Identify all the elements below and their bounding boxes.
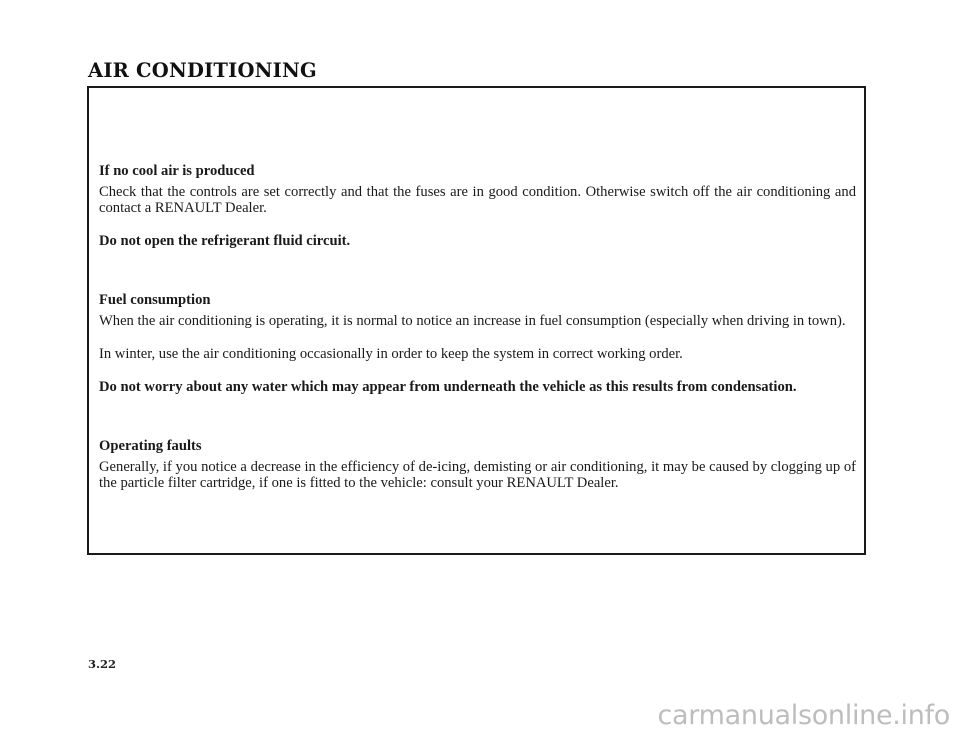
section-paragraph: Check that the controls are set correctly and that the fuses are in good condition. Otherwise switch off the air conditioning and contact a RENAULT Dealer. xyxy=(99,184,856,216)
section-spacer xyxy=(99,249,856,292)
section-warning: Do not open the refrigerant fluid circuit. xyxy=(99,233,351,249)
section-paragraph: When the air conditioning is operating, it is normal to notice an increase in fuel consumption (especially when driving in town). xyxy=(99,313,846,329)
page-number: 3.22 xyxy=(88,657,117,671)
watermark-text: carmanualsonline.info xyxy=(657,700,950,731)
section-heading: If no cool air is produced xyxy=(99,163,255,179)
section-paragraph: Generally, if you notice a decrease in the efficiency of de-icing, demisting or air conditioning, it may be caused by clogging up of the particle filter cartridge, if one is fitted to the vehicle: consult your RENAULT Dealer. xyxy=(99,459,856,491)
content-body xyxy=(99,163,856,491)
section-spacer xyxy=(99,395,856,438)
section-heading: Fuel consumption xyxy=(99,292,211,308)
section-operating-faults xyxy=(99,438,856,491)
page-title: AIR CONDITIONING xyxy=(88,59,317,82)
section-fuel-consumption xyxy=(99,292,856,395)
section-warning: Do not worry about any water which may appear from underneath the vehicle as this results from condensation. xyxy=(99,379,797,395)
section-no-cool-air xyxy=(99,163,856,249)
section-heading: Operating faults xyxy=(99,438,202,454)
section-paragraph: In winter, use the air conditioning occasionally in order to keep the system in correct working order. xyxy=(99,346,683,362)
content-frame xyxy=(87,86,866,555)
